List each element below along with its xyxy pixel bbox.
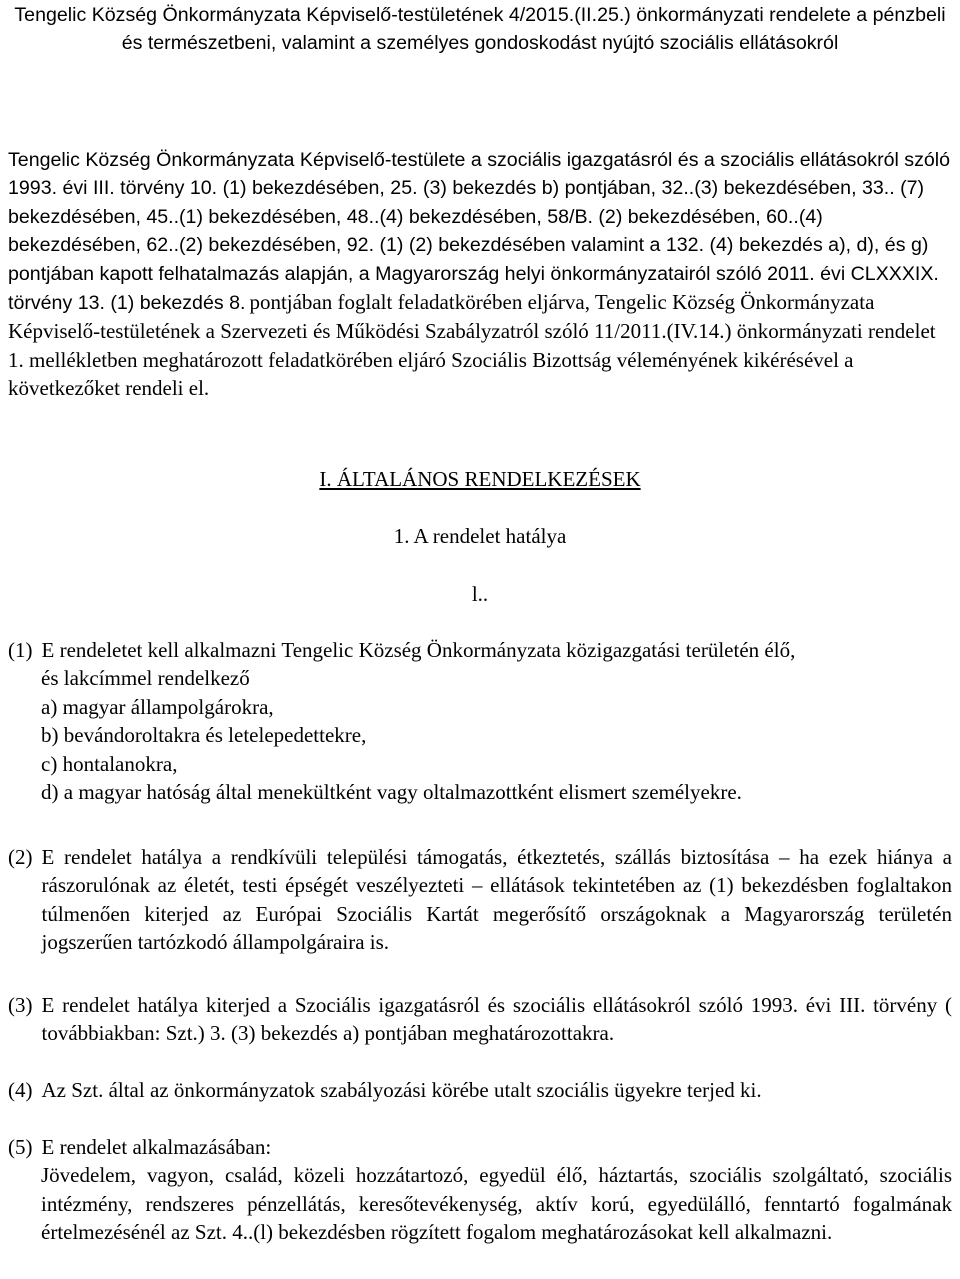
- paragraph-1-number: (1): [8, 638, 33, 662]
- chapter-heading: I. ÁLTALÁNOS RENDELKEZÉSEK: [319, 467, 641, 491]
- paragraph-4-number: (4): [8, 1078, 33, 1102]
- paragraph-5: [8, 1133, 952, 1247]
- paragraph-3: [8, 991, 952, 1048]
- paragraph-5-body: Jövedelem, vagyon, család, közeli hozzátartozó, egyedül élő, háztartás, szociális szolgáltató, szociális intézmény, rendszeres pénzellátás, keresőtevékenység, aktív korú, egyedülálló, fenntartó fogalmának értelmezésénél az Szt. 4..(l) bekezdésben rögzített fogalom meghatározásokat kell alkalmazni.: [41, 1163, 952, 1245]
- paragraph-5-label: E rendelet alkalmazásában:: [41, 1135, 272, 1159]
- paragraph-1: [8, 636, 952, 806]
- paragraph-1-line2: és lakcímmel rendelkező: [41, 666, 250, 691]
- paragraph-3-number: (3): [8, 993, 33, 1017]
- paragraph-4-text: Az Szt. által az önkormányzatok szabályozási körébe utalt szociális ügyekre terjed ki.: [41, 1078, 762, 1102]
- paragraph-3-text: E rendelet hatálya kiterjed a Szociális igazgatásról és szociális ellátásokról szóló 1993. évi III. törvény ( továbbiakban: Szt.) 3. (3) bekezdés a) pontjában meghatározottakra.: [41, 993, 952, 1046]
- paragraph-2: [8, 843, 952, 957]
- paragraph-4: [8, 1076, 952, 1104]
- section-heading: 1. A rendelet hatálya: [393, 524, 567, 548]
- paragraph-1-line1: E rendeletet kell alkalmazni Tengelic Község Önkormányzata közigazgatási területén élő,: [41, 638, 796, 662]
- list-item: a) magyar állampolgárokra,: [41, 694, 274, 719]
- list-item: b) bevándoroltakra és letelepedettekre,: [41, 723, 367, 748]
- paragraph-2-text: E rendelet hatálya a rendkívüli települési támogatás, étkeztetés, szállás biztosítása – ha ezek hiánya a rászorulónak az életét, testi épségét veszélyezteti – ellátások tekintetében az (1) bekezdésben foglaltakon túlmenően kiterjed az Európai Szociális Kartát megerősítő országoknak a Magyarország területén jogszerűen tartózkodó állampolgáraira is.: [41, 845, 952, 955]
- preamble: [8, 146, 952, 403]
- paragraph-number: l..: [471, 582, 489, 606]
- list-item: c) hontalanokra,: [41, 751, 178, 776]
- document-title: Tengelic Község Önkormányzata Képviselő-testületének 4/2015.(II.25.) önkormányzati rendelete a pénzbeli és természetbeni, valamint a személyes gondoskodást nyújtó szociális ellátásokról: [14, 4, 946, 55]
- list-item: d) a magyar hatóság által menekültként vagy oltalmazottként elismert személyekre.: [41, 780, 742, 805]
- paragraph-5-number: (5): [8, 1135, 33, 1159]
- paragraph-2-number: (2): [8, 845, 33, 869]
- preamble-sans-text: Tengelic Község Önkormányzata Képviselő-testülete a szociális igazgatásról és a szociális ellátásokról szóló 1993. évi III. törvény 10. (1) bekezdésében, 25. (3) bekezdés b) pontjában, 32..(3) bekezdésében, 33.. (7) bekezdésében, 45..(1) bekezdésében, 48..(4) bekezdésében, 58/B. (2) bekezdésében, 60..(4) bekezdésében, 62..(2) bekezdésében, 92. (1) (2) bekezdésében valamint a 132. (4) bekezdés a), d), és g) pontjában kapott felhatalmazás alapján, a Magyarország helyi önkormányzatairól szóló 2011. évi CLXXXIX. törvény 13. (1) bekezdés 8.: [8, 149, 951, 315]
- preamble-serif-text: pontjában foglalt feladatkörében eljárva, Tengelic Község Önkormányzata Képviselő-testületének a Szervezeti és Működési Szabályzatról szóló 11/2011.(IV.14.) önkormányzati rendelet 1. mellékletben meghatározott feladatkörében eljáró Szociális Bizottság véleményének kikérésével a következőket rendeli el.: [8, 290, 936, 401]
